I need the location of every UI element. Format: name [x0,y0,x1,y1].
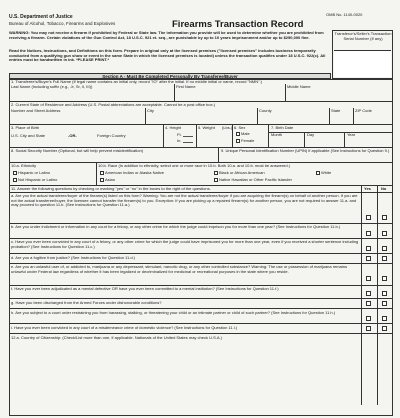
q10b-white-option[interactable]: White [316,171,331,176]
q2-city-label: City [147,108,154,113]
section-a-header: Section A - Must Be Completed Personally By Transferee/Buyer [9,73,331,79]
q10b-hawaiian-option[interactable]: Native Hawaiian or Other Pacific Islander [214,178,292,183]
q11e-text: e. Are you an unlawful user of, or addicted to, marijuana or any depressant, stimulant, narcotic drug, or any other controlled substance? Warning: The use or possession of marijuana remains unlawful under Federal law regardless of whether it has been legalized or decriminalized for medicinal or recreational purposes in the state where you reside. [11,264,347,274]
serial-number-input[interactable] [334,50,391,77]
q6-female-option[interactable]: Female [236,139,254,144]
q11g-text: g. Have you been discharged from the Armed Forces under dishonorable conditions? [11,300,162,305]
female-checkbox[interactable] [236,139,240,143]
q11h-no-checkbox[interactable] [382,316,387,321]
q3-foreign-label: Foreign Country [97,133,126,138]
q11g-no-checkbox[interactable] [382,301,387,306]
q10b-black-option[interactable]: Black or African American [214,171,265,176]
asian-checkbox[interactable] [100,178,104,182]
q11g-yes-checkbox[interactable] [366,301,371,306]
birth-day-field[interactable] [307,139,343,146]
q11c-text: c. Have you ever been convicted in any court of a felony, or any other crime for which the judge could have imprisoned you for more than one year, even if you received a shorter sentence including probation? (See Instructions for Question 11.c.) [11,239,359,249]
q1-label: 1. Transferee's/Buyer's Full Name (If legal name contains an initial only, record "IO" after the initial. If no middle initial or name, record "NMN".) [11,79,263,84]
q2-street-label: Number and Street Address [11,108,61,113]
q11i-text: i. Have you ever been convicted in any court of a misdemeanor crime of domestic violence? (See Instructions for Question 11.i.) [11,325,238,330]
q7-day-label: Day [307,132,315,137]
street-address-field[interactable] [11,115,144,123]
q7-year-label: Year [347,132,356,137]
yes-column-header: Yes [364,186,371,191]
q11f-text: f. Have you ever been adjudicated as a mental defective OR have you ever been committed to a mental institution? (See Instructions for Question 11.f.) [11,286,279,291]
q5-lbs-label: (Lbs.) [222,125,233,130]
q11a-yes-checkbox[interactable] [366,215,371,220]
q9-label: 9. Unique Personal Identification Number (UPIN) if applicable (See Instructions for Question 9.) [221,148,390,153]
q12a-text: 12.a. Country of Citizenship: (Check/List more than one, if applicable. Nationals of the United States may check U.S.A.) [11,335,222,340]
q11a-text: a. Are you the actual transferee/buyer of the firearm(s) listed on this form? Warning: You are not the actual transferee/buyer if you are acquiring the firearm(s) on behalf of another person. If you are not the actual transferee/buyer, the licensee cannot transfer the firearm(s) to you. Exception: If you are picking up a repaired firearm(s) for another person, you are not required to answer 11.a. and may proceed to question 11.b. (See Instructions for Question 11.a.) [11,193,358,208]
q1-last-label: Last Name (Including suffix (e.g., Jr, Sr, II, III)) [11,84,93,89]
q11b-text: b. Are you under indictment or information in any court for a felony, or any other crime for which the judge could imprison you for more than one year? (See Instructions for Question 11.b.) [11,224,341,229]
q11-intro: 11. Answer the following questions by checking or marking "yes" or "no" in the boxes to the right of the questions. [11,186,211,191]
male-checkbox[interactable] [236,132,240,136]
form-title: Firearms Transaction Record [172,19,304,30]
q10a-not-hispanic-option[interactable]: Not Hispanic or Latino [13,178,57,183]
q10b-native-option[interactable]: American Indian or Alaska Native [100,171,164,176]
q11i-no-checkbox[interactable] [382,326,387,331]
agency-name: U.S. Department of Justice [9,14,73,20]
first-name-field[interactable] [176,91,284,100]
q3-label: 3. Place of Birth [11,125,40,130]
no-column-header: No [381,186,387,191]
q2-county-label: County [259,108,272,113]
serial-number-label: Transferor's/Seller's Transaction Serial Number (If any) [334,31,392,41]
q4-in-label: In. [177,138,182,143]
height-ft-field[interactable] [183,132,193,137]
city-field[interactable] [147,115,256,123]
q11d-yes-checkbox[interactable] [366,256,371,261]
birth-month-field[interactable] [271,139,303,146]
q11d-text: d. Are you a fugitive from justice? (See Instructions for Question 11.d.) [11,255,135,260]
q6-male-option[interactable]: Male [236,132,250,137]
q11d-no-checkbox[interactable] [382,256,387,261]
warning-text: WARNING: You may not receive a firearm if prohibited by Federal or State law. The information you provide will be used to determine whether you are prohibited from receiving a firearm. Certain violations of the Gun Control Act, 18 U.S.C. 921 et. seq., are punishable by up to 10 years imprisonment and/or up to $250,000 fine. [9,30,324,40]
not-hispanic-checkbox[interactable] [13,178,17,182]
q5-label: 5. Weight [198,125,215,130]
q1-middle-label: Middle Name [287,84,311,89]
q11h-text: h. Are you subject to a court order restraining you from harassing, stalking, or threatening your child or an intimate partner or child of such partner? (See Instructions for Question 11.h.) [11,310,336,315]
middle-name-field[interactable] [287,91,391,100]
q6-label: 6. Sex [234,125,246,130]
ssn-field[interactable] [11,155,216,160]
q11f-yes-checkbox[interactable] [366,291,371,296]
state-field[interactable] [331,115,352,123]
county-field[interactable] [259,115,328,123]
q11c-yes-checkbox[interactable] [366,246,371,251]
american-indian-checkbox[interactable] [100,171,104,175]
q11e-no-checkbox[interactable] [382,276,387,281]
agency-bureau: Bureau of Alcohol, Tobacco, Firearms and Explosives [9,21,116,26]
q11b-yes-checkbox[interactable] [366,231,371,236]
white-checkbox[interactable] [316,171,320,175]
q2-label: 2. Current State of Residence and Address (U.S. Postal abbreviations are acceptable. Cannot be a post office box.) [11,102,216,107]
hispanic-checkbox[interactable] [13,171,17,175]
q7-month-label: Month [271,132,283,137]
birth-year-field[interactable] [347,139,391,146]
q8-label: 8. Social Security Number (Optional, but will help prevent misidentification) [11,148,144,153]
q7-label: 7. Birth Date [271,125,294,130]
omb-number: OMB No. 1140-0020 [326,12,363,17]
last-name-field[interactable] [11,91,173,100]
q1-first-label: First Name [176,84,196,89]
q10a-hispanic-option[interactable]: Hispanic or Latino [13,171,50,176]
q2-zip-label: ZIP Code [355,108,372,113]
zip-field[interactable] [355,115,392,123]
q4-label: 4. Height [165,125,182,130]
q11h-yes-checkbox[interactable] [366,316,371,321]
height-in-field[interactable] [183,138,193,143]
q3-us-label: U.S. City and State [11,133,46,138]
q11c-no-checkbox[interactable] [382,246,387,251]
q11i-yes-checkbox[interactable] [366,326,371,331]
q10b-label: 10.b. Race (In addition to ethnicity, select one or more race in 10.b. Both 10.a. and 10.b. must be answered.) [98,163,291,168]
q11a-no-checkbox[interactable] [382,215,387,220]
q11e-yes-checkbox[interactable] [366,276,371,281]
black-checkbox[interactable] [214,171,218,175]
q2-state-label: State [331,108,341,113]
q3-or-label: -OR- [68,133,77,138]
weight-field[interactable] [198,134,230,144]
q4-ft-label: Ft. [177,132,182,137]
hawaiian-checkbox[interactable] [214,178,218,182]
q10a-label: 10.a. Ethnicity [11,163,37,168]
birth-place-field[interactable] [11,140,131,146]
q10b-asian-option[interactable]: Asian [100,178,115,183]
q11b-no-checkbox[interactable] [382,231,387,236]
upin-field[interactable] [221,158,391,161]
q11f-no-checkbox[interactable] [382,291,387,296]
instructions-text: Read the Notices, Instructions, and Definitions on this form. Prepare in original only at the licensed premises ("licensed premises" includes business temporarily conducted from a qualifying gun show or event in the same State in which the licensed premises is located) unless the transaction qualifies under 18 U.S.C. 922(c). All entries must be handwritten in ink. *PLEASE PRINT.* [9,48,326,63]
